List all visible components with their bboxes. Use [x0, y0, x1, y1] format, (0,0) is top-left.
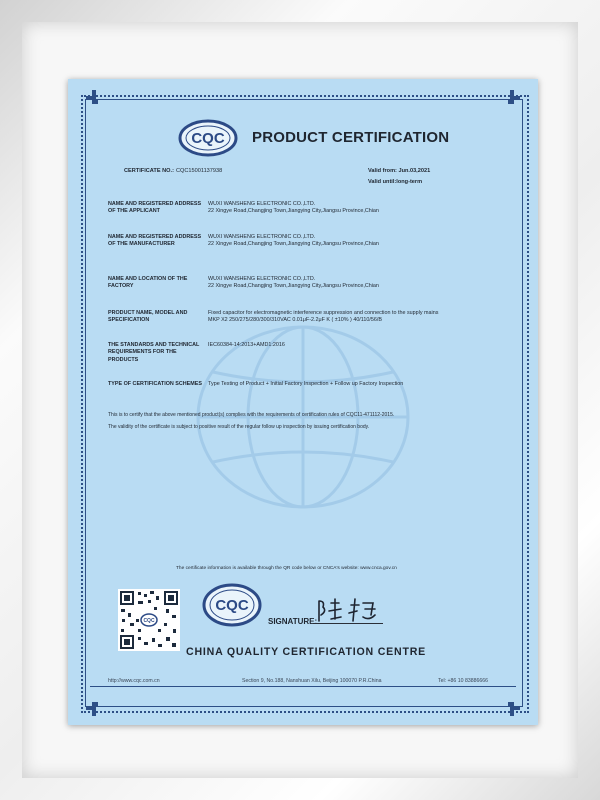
factory-name: WUXI WANSHENG ELECTRONIC CO.,LTD.: [208, 276, 316, 282]
product-name: Fixed capacitor for electromagnetic interference suppression and connection to the supply mains: [208, 310, 439, 316]
applicant-address: 22 Xingye Road,Changjing Town,Jiangying City,Jiangsu Province,Chian: [208, 208, 379, 215]
certificate-sheet: [68, 79, 538, 725]
scheme-value: [208, 381, 513, 388]
qr-note: The certificate information is available through the QR code below or CNCA's website: www.cnca.gov.cn: [176, 566, 397, 571]
product-label: PRODUCT NAME, MODEL AND SPECIFICATION: [108, 310, 188, 324]
qr-code-icon[interactable]: [118, 589, 180, 651]
corner-ornament-icon: [86, 88, 108, 110]
footer-address: Section 9, No.188, Nanshuan Xilu, Beijing 100070 P.R.China: [242, 678, 382, 684]
scheme-text: Type Testing of Product + Initial Factory Inspection + Follow up Factory Inspection: [208, 381, 404, 387]
product-model: MKP X2 250/275/280/300/310VAC 0.01μF-2.2μF K ( ±10% ) 40/110/56/B: [208, 317, 382, 324]
cqc-seal-text: CQC: [215, 597, 249, 614]
corner-ornament-icon: [498, 696, 520, 718]
svg-text:CQC: CQC: [143, 618, 155, 624]
certificate-no-label: CERTIFICATE NO.:: [124, 168, 174, 174]
manufacturer-value: [208, 234, 513, 249]
standards-value: [208, 342, 513, 349]
statement-compliance: This is to certify that the above mentioned product(s) complies with the requirements of certification rules of CQC11-471112-2015.: [108, 412, 395, 418]
footer-tel: Tel: +86 10 83886666: [438, 678, 489, 684]
signature-label: SIGNATURE:: [268, 617, 318, 626]
valid-until: Valid until:long-term: [368, 179, 423, 185]
manufacturer-name: WUXI WANSHENG ELECTRONIC CO.,LTD.: [208, 234, 316, 240]
cqc-logo-icon: [178, 119, 238, 157]
applicant-label: NAME AND REGISTERED ADDRESS OF THE APPLICANT: [108, 201, 202, 215]
manufacturer-label: NAME AND REGISTERED ADDRESS OF THE MANUFACTURER: [108, 234, 202, 248]
certificate-no: CQC15001137938: [176, 168, 223, 174]
standards-label: THE STANDARDS AND TECHNICAL REQUIREMENTS FOR THE PRODUCTS: [108, 342, 200, 363]
page-title: PRODUCT CERTIFICATION: [252, 129, 450, 146]
cqc-seal-icon: [202, 582, 262, 628]
signature-line: [313, 623, 383, 624]
corner-ornament-icon: [498, 88, 520, 110]
factory-value: [208, 276, 513, 291]
signature-image: [313, 595, 383, 625]
applicant-value: [208, 201, 513, 216]
factory-label: NAME AND LOCATION OF THE FACTORY: [108, 276, 188, 290]
issuing-body-name: CHINA QUALITY CERTIFICATION CENTRE: [186, 646, 427, 658]
cqc-logo-text: CQC: [191, 130, 225, 147]
applicant-name: WUXI WANSHENG ELECTRONIC CO.,LTD.: [208, 201, 316, 207]
manufacturer-address: 22 Xingye Road,Changjing Town,Jiangying City,Jiangsu Province,Chian: [208, 241, 379, 248]
footer-website-link[interactable]: http://www.cqc.com.cn: [108, 678, 160, 684]
valid-from: Valid from: Jun.03,2021: [368, 168, 431, 174]
factory-address: 22 Xingye Road,Changjing Town,Jiangying City,Jiangsu Province,Chian: [208, 283, 379, 290]
scheme-label: TYPE OF CERTIFICATION SCHEMES: [108, 381, 202, 387]
footer-divider: [90, 686, 516, 687]
corner-ornament-icon: [86, 696, 108, 718]
product-value: [208, 310, 513, 325]
statement-validity: The validity of the certificate is subject to positive result of the regular follow up inspection by issuing certification body.: [108, 424, 370, 430]
standards-text: IEC60384-14:2013+AMD1:2016: [208, 342, 285, 348]
